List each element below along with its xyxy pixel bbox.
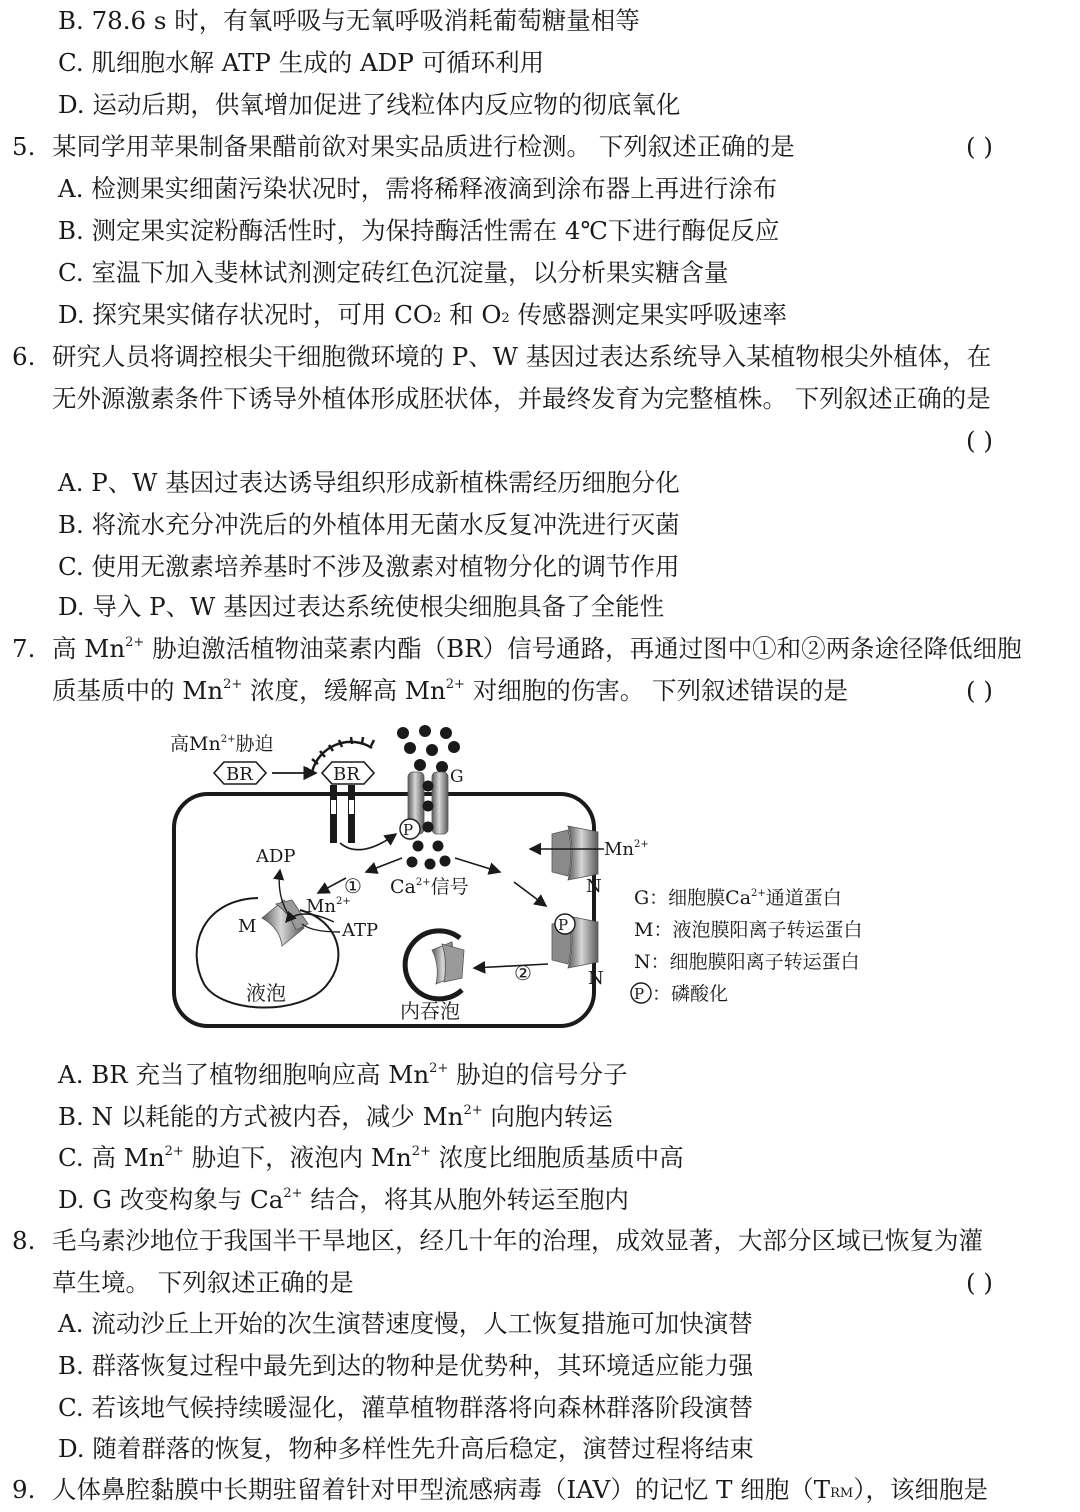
cytosolic-ca-ions — [407, 841, 451, 870]
q5-option-d: D. 探究果实储存状况时，可用 $CO_2$ 和 $O_2$ 传感器测定果实呼吸速率 — [58, 300, 787, 329]
q5-option-c: C. 室温下加入斐林试剂测定砖红色沉淀量，以分析果实糖含量 — [58, 258, 729, 287]
m-label: M — [238, 916, 257, 937]
q6-stem-line2: 无外源激素条件下诱导外植体形成胚状体，并最终发育为完整植株。 下列叙述正确的是 — [52, 384, 991, 413]
mn-stress-signaling-diagram — [160, 720, 920, 1030]
svg-text:BR: BR — [333, 764, 360, 785]
ca-to-n-arrow-1 — [455, 858, 500, 872]
q7-option-d: D. G 改变构象与 $Ca^{2+}$ 结合，将其从胞外转运至胞内 — [58, 1185, 629, 1214]
fig-stress-label: 高$Mn^{2+}$胁迫 — [170, 733, 274, 755]
svg-text:BR: BR — [226, 764, 253, 785]
q8-option-d: D. 随着群落的恢复，物种多样性先升高后稳定，演替过程将结束 — [58, 1434, 754, 1463]
svg-text:P: P — [403, 821, 414, 839]
pathway-1-label: ① — [344, 874, 362, 898]
br-receptor — [306, 737, 374, 843]
q8-stem-line1: 毛乌素沙地位于我国半干旱地区，经几十年的治理，成效显著，大部分区域已恢复为灌 — [52, 1226, 983, 1255]
q8-option-a: A. 流动沙丘上开始的次生演替速度慢，人工恢复措施可加快演替 — [58, 1309, 753, 1338]
adp-label: ADP — [256, 846, 296, 867]
extracellular-ca-ions — [397, 725, 460, 773]
q5-option-a: A. 检测果实细菌污染状况时，需将稀释液滴到涂布器上再进行涂布 — [58, 174, 778, 203]
q8-stem-line2: 草生境。 下列叙述正确的是 — [52, 1268, 354, 1297]
q4-option-b: B. 78.6 s 时，有氧呼吸与无氧呼吸消耗葡萄糖量相等 — [58, 6, 640, 35]
q4-option-c: C. 肌细胞水解 ATP 生成的 ADP 可循环利用 — [58, 48, 545, 77]
legend-g: G：细胞膜$Ca^{2+}$通道蛋白 — [634, 887, 842, 909]
q7-option-b: B. N 以耗能的方式被内吞，减少 $Mn^{2+}$ 向胞内转运 — [58, 1102, 613, 1131]
q7-stem-line2: 质基质中的 $Mn^{2+}$ 浓度，缓解高 $Mn^{2+}$ 对细胞的伤害。 下列叙述错误的是 — [52, 676, 849, 705]
q4-option-d: D. 运动后期，供氧增加促进了线粒体内反应物的彻底氧化 — [58, 90, 681, 119]
mn-vacuole-label: $Mn^{2+}$ — [306, 896, 351, 917]
ca-to-pathway1-arrow — [366, 858, 402, 872]
n-label-lower: N — [588, 968, 604, 989]
q8-answer-paren: ( ) — [966, 1268, 993, 1297]
ca-signal-label: $Ca^{2+}$信号 — [390, 876, 469, 898]
endosome-label: 内吞泡 — [400, 999, 460, 1023]
q6-option-b: B. 将流水充分冲洗后的外植体用无菌水反复冲洗进行灭菌 — [58, 510, 680, 539]
q7-option-a: A. BR 充当了植物细胞响应高 $Mn^{2+}$ 胁迫的信号分子 — [58, 1060, 628, 1089]
q6-stem-line1: 研究人员将调控根尖干细胞微环境的 P、W 基因过表达系统导入某植物根尖外植体，在 — [52, 342, 992, 371]
pathway-2-label: ② — [514, 961, 532, 985]
q7-answer-paren: ( ) — [966, 676, 993, 705]
q9-stem: 人体鼻腔黏膜中长期驻留着针对甲型流感病毒（IAV）的记忆 T 细胞$(T_{RM})$，该细胞是 — [52, 1475, 988, 1504]
q6-option-c: C. 使用无激素培养基时不涉及激素对植物分化的调节作用 — [58, 552, 680, 581]
ca-to-n-arrow-2 — [514, 882, 546, 906]
q6-number: 6. — [12, 342, 36, 371]
n-label-upper: N — [586, 876, 602, 897]
svg-text:P: P — [558, 916, 569, 934]
q6-option-a: A. P、W 基因过表达诱导组织形成新植株需经历细胞分化 — [58, 468, 680, 497]
g-phosphorylation-mark — [400, 819, 420, 839]
q8-option-c: C. 若该地气候持续暖湿化，灌草植物群落将向森林群落阶段演替 — [58, 1393, 753, 1422]
vacuole-label: 液泡 — [246, 981, 286, 1005]
q6-answer-paren: ( ) — [966, 426, 993, 455]
atp-label: ATP — [342, 920, 379, 941]
atp-arrow — [302, 924, 340, 932]
mn-outside-label: $Mn^{2+}$ — [604, 839, 649, 860]
cell-membrane — [174, 794, 594, 1026]
q8-option-b: B. 群落恢复过程中最先到达的物种是优势种，其环境适应能力强 — [58, 1351, 754, 1380]
n-transporter-upper — [552, 826, 598, 880]
br-molecule — [214, 762, 266, 785]
q6-option-d: D. 导入 P、W 基因过表达系统使根尖细胞具备了全能性 — [58, 592, 665, 621]
n-transporter-lower — [552, 914, 598, 968]
legend-p-letter: P — [634, 985, 645, 1003]
q5-option-b: B. 测定果实淀粉酶活性时，为保持酶活性需在 4℃下进行酶促反应 — [58, 216, 780, 245]
q5-number: 5. — [12, 132, 36, 161]
legend-n: N：细胞膜阳离子转运蛋白 — [634, 951, 860, 973]
q7-option-c: C. 高 $Mn^{2+}$ 胁迫下，液泡内 $Mn^{2+}$ 浓度比细胞质基质中高 — [58, 1143, 684, 1172]
n-endocytosis-arrow — [474, 964, 548, 968]
q7-number: 7. — [12, 634, 36, 663]
pathway1-to-m-arrow — [318, 878, 346, 893]
q8-number: 8. — [12, 1226, 36, 1255]
q9-number: 9. — [12, 1475, 36, 1504]
endocytic-vesicle — [405, 931, 464, 999]
q7-stem-line1: 高 $Mn^{2+}$ 胁迫激活植物油菜素内酯（BR）信号通路，再通过图中①和②两条途径降低细胞 — [52, 634, 1022, 663]
q5-stem: 某同学用苹果制备果醋前欲对果实品质进行检测。 下列叙述正确的是 — [52, 132, 795, 161]
legend-m: M：液泡膜阳离子转运蛋白 — [634, 919, 863, 941]
svg-text:G: G — [450, 767, 464, 787]
q5-answer-paren: ( ) — [966, 132, 993, 161]
legend-p: ：磷酸化 — [652, 983, 729, 1005]
